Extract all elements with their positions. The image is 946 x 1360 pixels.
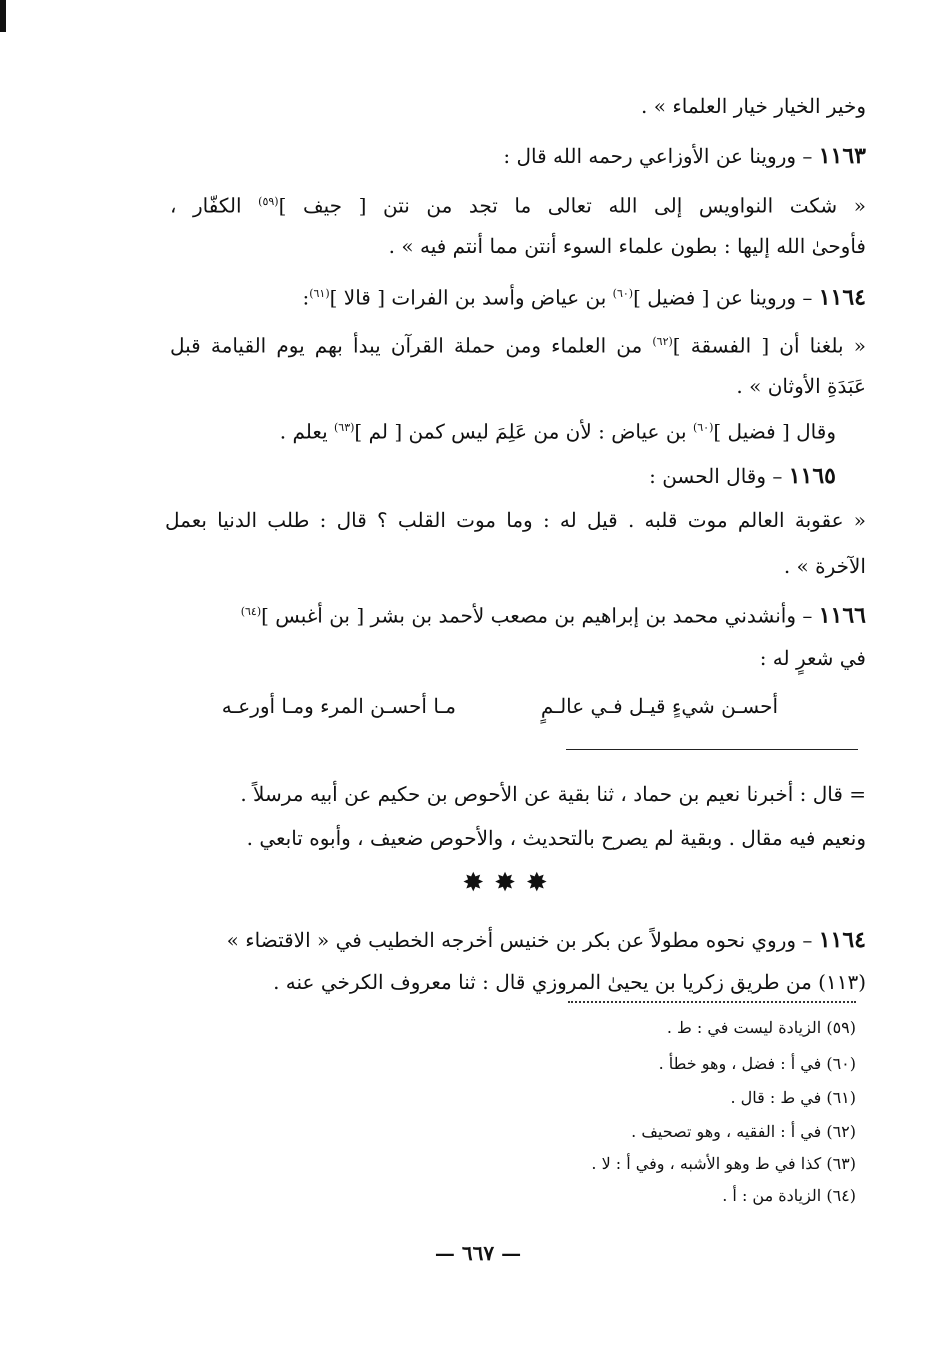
- text-line-11: الآخرة » .: [783, 554, 866, 578]
- text-line-8: [280, 408, 836, 452]
- page-number: — ٦٦٧ —: [434, 1241, 522, 1265]
- poem-hemistich-2: مـا أحسـن المرء ومـا أورعـه: [221, 694, 456, 718]
- footnote-ref: (٥٩): [258, 195, 279, 208]
- entry-1164-heading: [302, 274, 866, 318]
- footnote-60: (٦٠) في أ : فضل ، وهو خطأ .: [658, 1054, 856, 1073]
- footnote-separator: [566, 749, 858, 750]
- dotted-separator: [568, 1001, 856, 1003]
- text-span: الكفّار ،: [170, 193, 259, 218]
- footnote-ref: (٦٠): [612, 287, 634, 300]
- footnote-59: (٥٩) الزيادة ليست في : ط .: [666, 1018, 856, 1037]
- footnote-64: (٦٤) الزيادة من : أ .: [722, 1186, 856, 1205]
- text-span: من العلماء ومن حملة القرآن يبدأ بهم يوم القيامة قبل: [170, 333, 653, 358]
- footnote-61: (٦١) في ط : قال .: [730, 1088, 856, 1107]
- text-span: « بلغنا أن [ الفسقة ]: [672, 333, 866, 358]
- text-span: – وروي نحوه مطولاً عن بكر بن خنيس أخرجه الخطيب في « الاقتضاء »: [226, 928, 813, 952]
- footnote-ref: (٦٣): [334, 421, 355, 434]
- footnote-62: (٦٢) في أ : الفقيه ، وهو تصحيف .: [631, 1122, 856, 1141]
- text-span: – وأنشدني محمد بن إبراهيم بن مصعب لأحمد بن بشر [ بن أغبس ]: [261, 603, 813, 628]
- quote-line: « عقوبة العالم موت قلبه . قيل له : وما موت القلب ؟ قال : طلب الدنيا بعمل: [165, 508, 866, 532]
- text-span: :: [302, 285, 310, 310]
- quote-line: [170, 182, 866, 226]
- text-span: يعلم .: [279, 419, 334, 444]
- text-line-7: عَبَدَةِ الأوثان » .: [736, 374, 866, 398]
- text-span: بن عياض : لأن من عَلِمَ ليس كمن [ لم ]: [354, 419, 693, 444]
- quote-line: [170, 322, 866, 366]
- poem-hemistich-1: أحسـن شيءٍ قيـل فـي عالـمٍ: [540, 694, 778, 718]
- text-line-1: وخير الخيار خيار العلماء » .: [641, 94, 866, 118]
- note-line-2: ونعيم فيه مقال . وبقية لم يصرح بالتحديث ، والأحوص ضعيف ، وأبوه تابعي .: [246, 826, 866, 850]
- text-span: بن عياض وأسد بن الفرات [ قالا ]: [329, 285, 613, 310]
- commentary-1164: [227, 920, 866, 960]
- commentary-line-2: (١١٣) من طريق زكريا بن يحيىٰ المروزي قال : ثنا معروف الكرخي عنه .: [273, 970, 866, 994]
- text-span: – وروينا عن [ فضيل ]: [633, 285, 813, 310]
- entry-number: ١١٦٤: [818, 284, 866, 311]
- text-span: « شكت النواويس إلى الله تعالى ما تجد من نتن [ جيف ]: [278, 193, 866, 218]
- footnote-ref: (٦٠): [692, 421, 714, 434]
- footnote-ref: (٦٢): [652, 335, 673, 348]
- entry-number: ١١٦٦: [818, 602, 866, 629]
- note-line-1: = قال : أخبرنا نعيم بن حماد ، ثنا بقية عن الأحوص بن حكيم عن أبيه مرسلاً .: [240, 782, 866, 806]
- entry-number: ١١٦٤: [818, 927, 866, 953]
- entry-number: ١١٦٣: [818, 143, 866, 169]
- text-span: وقال [ فضيل ]: [713, 419, 836, 444]
- entry-number: ١١٦٥: [788, 463, 836, 489]
- text-line: – وروينا عن الأوزاعي رحمه الله قال :: [503, 144, 813, 168]
- text-line-4: فأوحىٰ الله إليها : بطون علماء السوء أنتن مما أنتم فيه » .: [388, 234, 866, 258]
- scan-edge-mark: [0, 0, 6, 32]
- section-divider-stars: ✸✸✸: [462, 868, 558, 898]
- footnote-ref: (٦١): [309, 287, 330, 300]
- text-span: – وقال الحسن :: [649, 464, 783, 488]
- footnote-ref: (٦٤): [240, 605, 262, 618]
- text-line-13: في شعرٍ له :: [759, 646, 866, 670]
- footnote-63: (٦٣) كذا في ط وهو الأشبه ، وفي أ : لا .: [591, 1154, 856, 1173]
- entry-1166-heading: [241, 592, 866, 636]
- entry-1165-heading: [649, 456, 836, 496]
- entry-1163-heading: [503, 136, 866, 176]
